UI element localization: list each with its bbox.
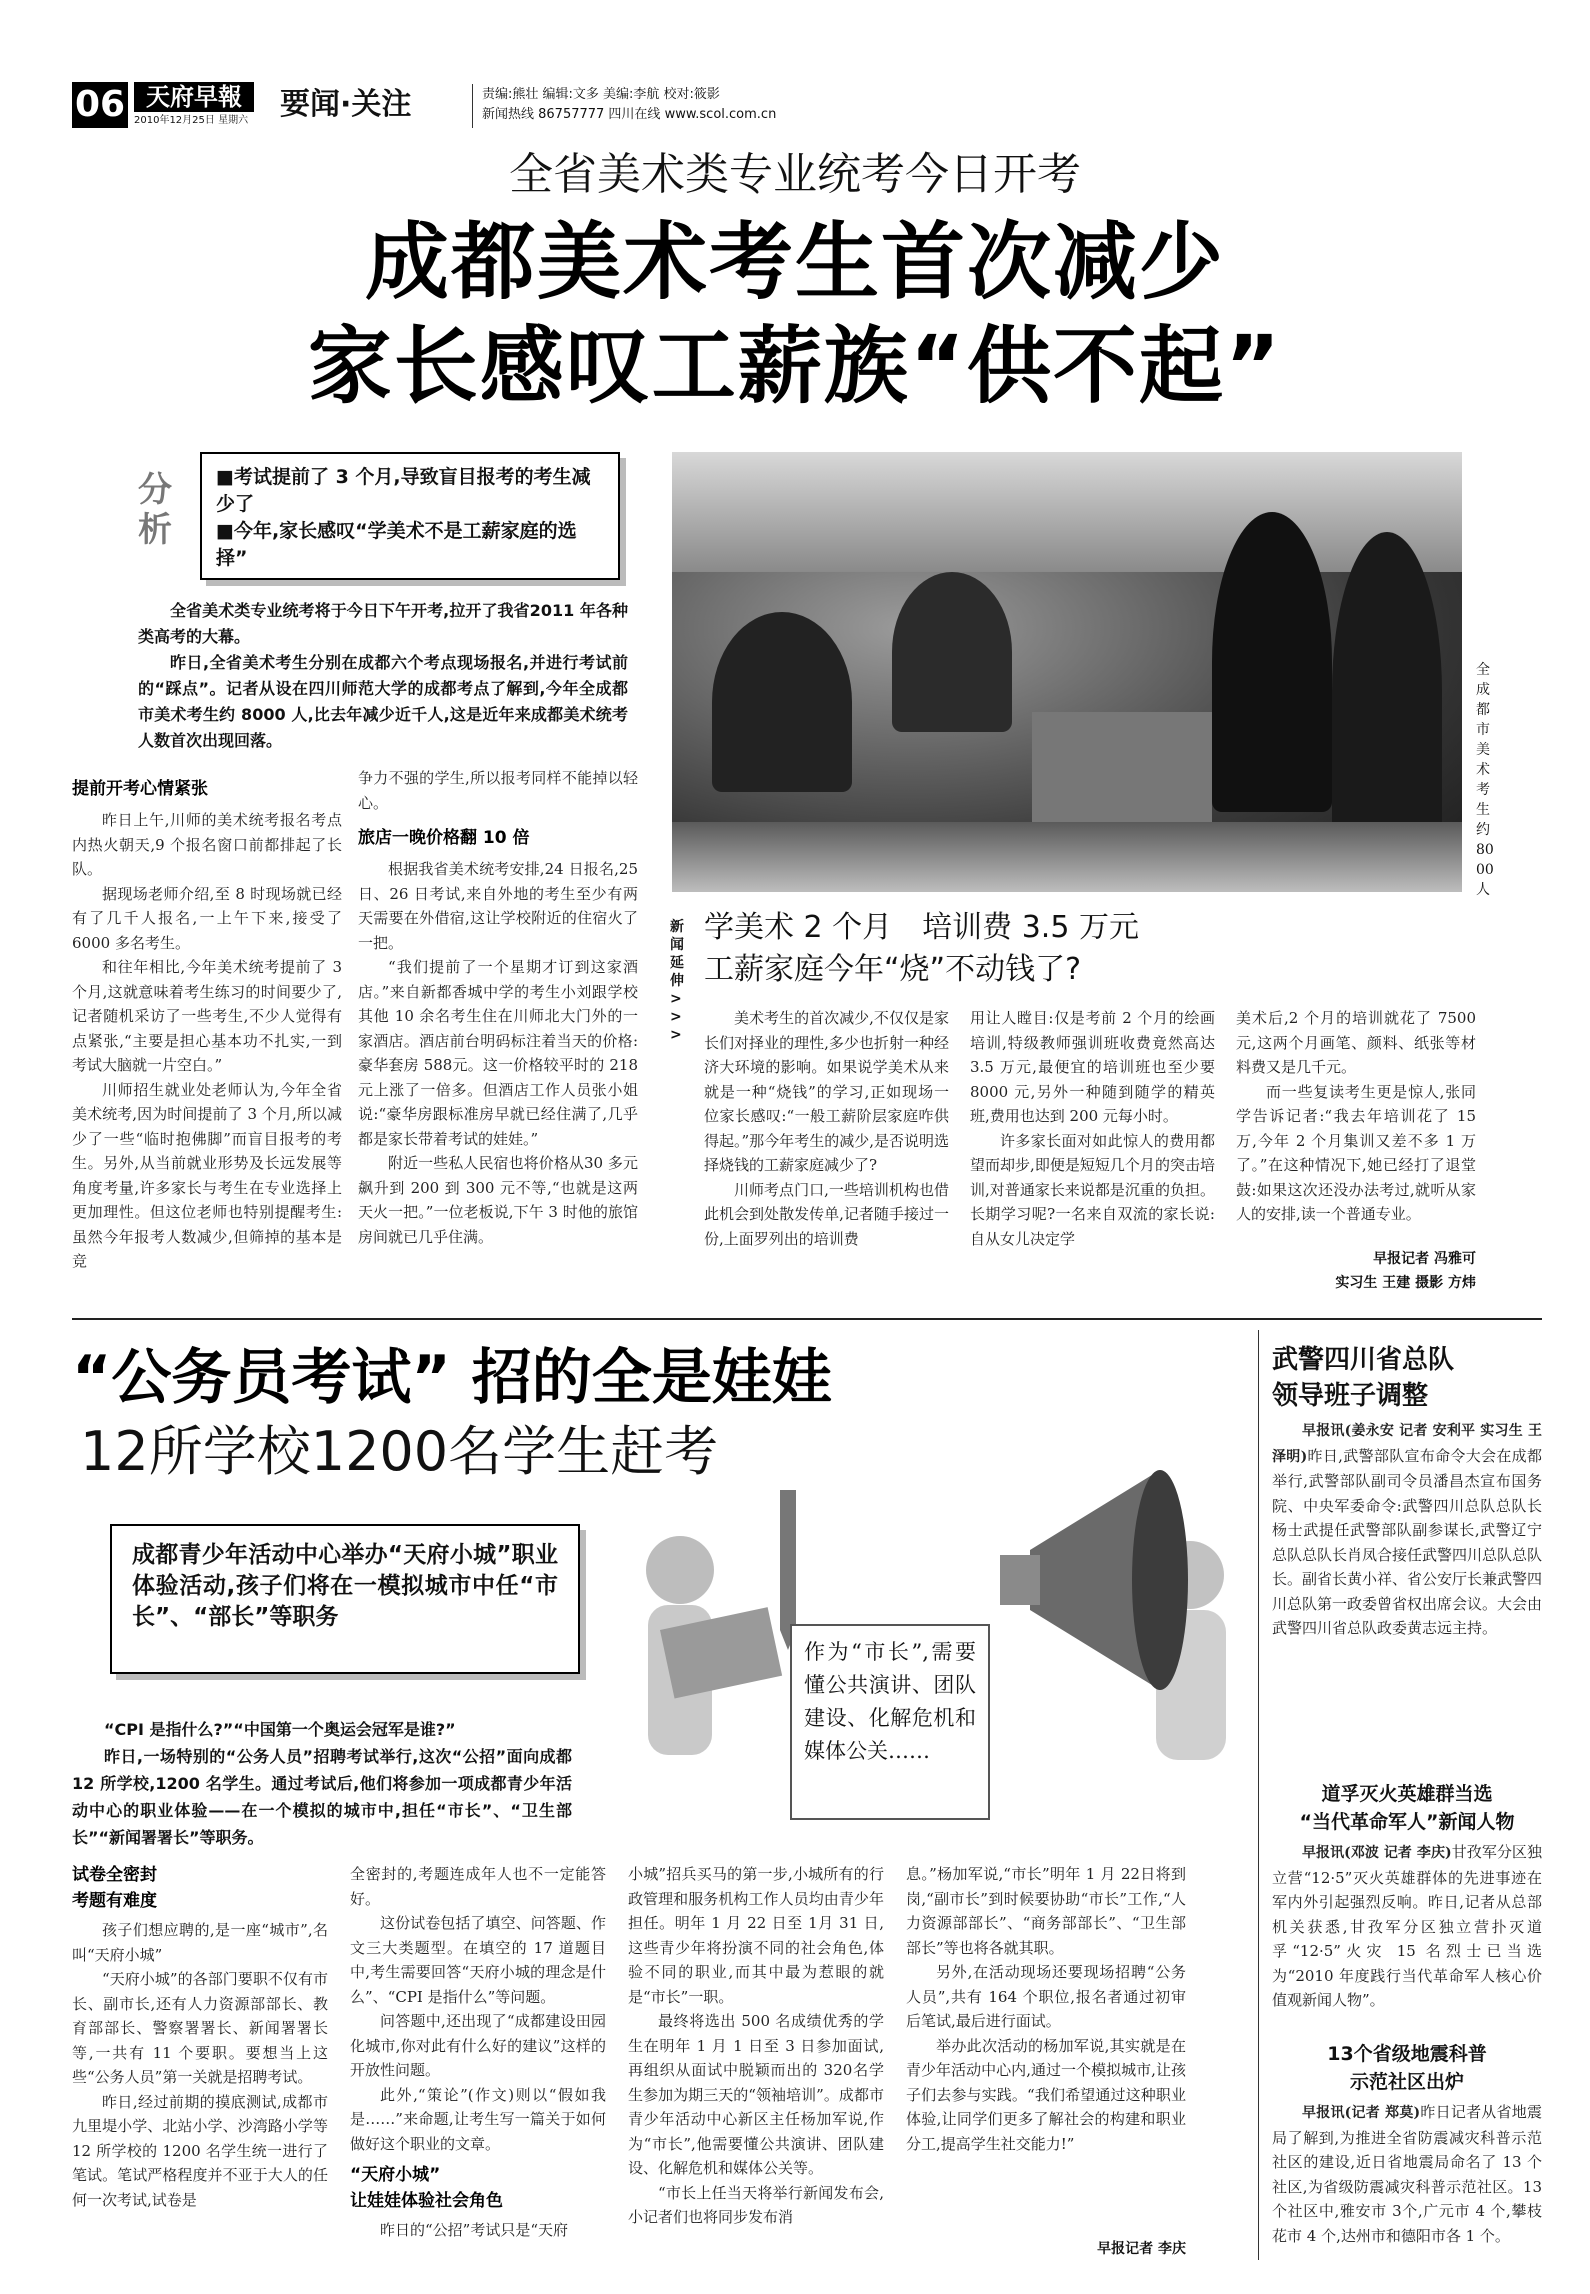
story1-subhead-2: 旅店一晚价格翻 10 倍 <box>358 828 530 848</box>
story2-subhead-1a: 试卷全密封 <box>72 1865 157 1885</box>
figure-left-icon <box>646 1536 782 1755</box>
masthead <box>72 80 1542 140</box>
story2-headline: “公务员考试” 招的全是娃娃 <box>72 1343 832 1413</box>
story2-deck: 成都青少年活动中心举办“天府小城”职业体验活动,孩子们将在一模拟城市中任“市长”、“部长”等职务 <box>110 1524 580 1674</box>
story2-c4-p2: 另外,在活动现场还要现场招聘“公务人员”,共有 164 个职位,报名者通过初审后笔试,最后进行面试。 <box>906 1963 1186 2030</box>
brief1-byline: 早报讯(姜永安 记者 安利平 实习生 王泽明) <box>1272 1423 1542 1465</box>
story2-c2-tail: 昨日的“公招”考试只是“天府 <box>380 2221 569 2239</box>
sidebar-c3-p1: 美术后,2 个月的培训就花了 7500元,这两个月画笔、颜料、纸张等材料费又是几千元。 <box>1236 1009 1476 1076</box>
brief1-title-1: 武警四川省总队 <box>1272 1345 1455 1375</box>
brief2-text: 甘孜军分区独立营“12·5”灭火英雄群体的先进事迹在军内外引起强烈反响。昨日,记者从总部机关获悉,甘孜军分区独立营扑灭道孚“12·5”火灾 15 名烈士已当选为“2010 年度践行当代革命军人核心价值观新闻人物”。 <box>1272 1843 1542 2009</box>
brief3 <box>1272 2040 1542 2270</box>
sidebar-column-2 <box>970 1006 1215 1296</box>
sidebar-title-2: 工薪家庭今年“烧”不动钱了? <box>704 952 1082 987</box>
brief1-text: 昨日,武警部队宣布命令大会在成都举行,武警部队副司令员潘昌杰宣布国务院、中央军委命令:武警四川总队总队长杨士武提任武警部队副参谋长,武警辽宁总队总队长肖凤合接任武警四川总队总队长。副省长黄小祥、省公安厅长兼武警四川总队第一政委曾省权出席会议。大会由武警四川省总队政委黄志远主持。 <box>1272 1446 1542 1637</box>
story1-byline-1: 早报记者 冯雅可 <box>1373 1251 1476 1267</box>
analysis-tag: 分析 <box>138 470 172 550</box>
story1-lead <box>138 598 628 754</box>
story1-column-1 <box>72 776 342 1306</box>
brief1-title-2: 领导班子调整 <box>1272 1381 1429 1411</box>
story2-c3-p1: 小城”招兵买马的第一步,小城所有的行政管理和服务机构工作人员均由青少年担任。明年 1 月 22 日至 1月 31 日,这些青少年将扮演不同的社会角色,体验不同的职业,而其中最为惹眼的就是“市长”一职。 <box>628 1865 884 2006</box>
story2-c2-p3: 此外,“策论”(作文)则以“假如我是……”来命题,让考生写一篇关于如何做好这个职业的文章。 <box>350 2085 606 2153</box>
brief3-title-1: 13个省级地震科普 <box>1327 2043 1487 2065</box>
story2-subhead-1b: 考题有难度 <box>72 1891 157 1911</box>
story2-c2-p1: 这份试卷包括了填空、问答题、作文三大类题型。在填空的 17 道题目中,考生需要回答“天府小城的理念是什么”、“CPI 是指什么”等问题。 <box>350 1914 606 2006</box>
story2-c1-p2: “天府小城”的各部门要职不仅有市长、副市长,还有人力资源部部长、教育部部长、警察署署长、新闻署署长等,一共有 11 个要职。要想当上这些“公务人员”第一关就是招聘考试。 <box>72 1970 328 2086</box>
story1-byline-2: 实习生 王建 摄影 方炜 <box>1335 1275 1476 1291</box>
sidebar-c1-p2: 川师考点门口,一些培训机构也借此机会到处散发传单,记者随手接过一份,上面罗列出的培训费 <box>704 1180 949 1248</box>
brief2-title-2: “当代革命军人”新闻人物 <box>1299 1811 1515 1833</box>
story2-subhead: 12所学校1200名学生赶考 <box>80 1420 719 1483</box>
paper-logo: 天府早報 <box>134 82 254 112</box>
story2-c2-top: 全密封的,考题连成年人也不一定能答好。 <box>350 1865 606 1908</box>
page-number: 06 <box>72 82 128 128</box>
story2-c1-p3: 昨日,经过前期的摸底测试,成都市九里堤小学、北站小学、沙湾路小学等 12 所学校的 1200 名学生统一进行了笔试。笔试严格程度并不亚于大人的任何一次考试,试卷是 <box>72 2092 328 2209</box>
story1-subhead-1: 提前开考心情紧张 <box>72 779 208 799</box>
story2-c3-p2: 最终将选出 500 名成绩优秀的学生在明年 1 月 1 日至 3 日参加面试,再组织从面试中脱颖而出的 320名学生参加为期三天的“领袖培训”。成都市青少年活动中心新区主任杨加军说,作为“市长”,他需要懂公共演讲、团队建设、化解危机和媒体公关等。 <box>628 2012 884 2177</box>
story1-c2-p1: 根据我省美术统考安排,24 日报名,25 日、26 日考试,来自外地的考生至少有两天需要在外借宿,这让学校附近的住宿火了一把。 <box>358 860 638 952</box>
analysis-box <box>200 452 620 580</box>
story2-c4-p1: 息。”杨加军说,“市长”明年 1 月 22日将到岗,“副市长”到时候要协助“市长”工作,“人力资源部部长”、“商务部部长”、“卫生部部长”等也将各就其职。 <box>906 1865 1186 1957</box>
brief1 <box>1272 1342 1542 1770</box>
sidebar-c1-p1: 美术考生的首次减少,不仅仅是家长们对择业的理性,多少也折射一种经济大环境的影响。如果说学美术从来就是一种“烧钱”的学习,正如现场一位家长感叹:“一般工薪阶层家庭咋供得起。”那今年考生的减少,是否说明选择烧钱的工薪家庭减少了? <box>704 1009 949 1174</box>
sidebar-column-1 <box>704 1006 949 1296</box>
megaphone-icon <box>1000 1470 1188 1690</box>
brief3-title-2: 示范社区出炉 <box>1349 2071 1464 2093</box>
sidebar-column-3 <box>1236 1006 1476 1244</box>
story2-c3-p3: “市长上任当天将举行新闻发布会,小记者们也将同步发布消 <box>628 2183 884 2226</box>
story1-c1-p1: 昨日上午,川师的美术统考报名考点内热火朝天,9 个报名窗口前都排起了长队。 <box>72 811 342 878</box>
section-divider <box>72 1318 1542 1320</box>
issue-date: 2010年12月25日 星期六 <box>134 115 249 126</box>
story2-c1-p1: 孩子们想应聘的,是一座“城市”,名叫“天府小城” <box>72 1921 328 1964</box>
hotline: 新闻热线 86757777 四川在线 www.scol.com.cn <box>482 107 777 122</box>
exam-registration-photo <box>672 452 1462 892</box>
brief2-title-1: 道孚灭火英雄群当选 <box>1321 1783 1493 1805</box>
story2-column-2 <box>350 1862 606 2260</box>
story1-c1-p4: 川师招生就业处老师认为,今年全省美术统考,因为时间提前了 3 个月,所以减少了一些“临时抱佛脚”而盲目报考的考生。另外,从当前就业形势及长远发展等角度考量,许多家长与考生在专业选择上更加理性。但这位老师也特别提醒考生:虽然今年报考人数减少,但筛掉的基本是竞 <box>72 1080 342 1270</box>
story2-lead <box>72 1716 572 1851</box>
story1-kicker: 全省美术类专业统考今日开考 <box>509 149 1081 200</box>
story2-subhead-2a: “天府小城” <box>350 2165 441 2185</box>
right-column-divider <box>1258 1330 1259 2260</box>
story1-c2-top: 争力不强的学生,所以报考同样不能掉以轻心。 <box>358 769 638 812</box>
brief2 <box>1272 1780 1542 2042</box>
story1-column-2 <box>358 766 638 1306</box>
story1-lead-p1: 全省美术类专业统考将于今日下午开考,拉开了我省2011 年各种类高考的大幕。 <box>138 601 628 646</box>
story1-c1-p3: 和往年相比,今年美术统考提前了 3 个月,这就意味着考生练习的时间要少了,记者随机采访了一些考生,不少人觉得有点紧张,“主要是担心基本功不扎实,一到考试大脑就一片空白。” <box>72 958 342 1074</box>
story2-column-4 <box>906 1862 1186 2234</box>
credits: 责编:熊壮 编辑:文多 美编:李航 校对:筱影 <box>482 87 720 102</box>
story2-byline: 早报记者 李庆 <box>1097 2241 1186 2257</box>
sidebar-tag: 新闻延伸>>> <box>670 919 684 1043</box>
brief3-byline: 早报讯(记者 郑莫) <box>1302 2105 1421 2121</box>
story1-c1-p2: 据现场老师介绍,至 8 时现场就已经有了几千人报名,一上午下来,接受了 6000 多名考生。 <box>72 884 342 952</box>
story1-headline-1: 成都美术考生首次减少 <box>364 213 1225 311</box>
sidebar-c3-p2: 而一些复读考生更是惊人,张同学告诉记者:“我去年培训花了 15 万,今年 2 个月集训又差不多 1 万了。”在这种情况下,她已经打了退堂鼓:如果这次还没办法考过,就听从家人的安排,读一个普通专业。 <box>1236 1082 1476 1223</box>
story1-headline-2: 家长感叹工薪族“供不起” <box>307 317 1283 415</box>
analysis-point-2: ■今年,家长感叹“学美术不是工薪家庭的选择” <box>216 520 577 569</box>
story2-subhead-2b: 让娃娃体验社会角色 <box>350 2191 503 2211</box>
story2-c2-p2: 问答题中,还出现了“成都建设田园化城市,你对此有什么好的建议”这样的开放性问题。 <box>350 2012 606 2079</box>
story1-lead-p2: 昨日,全省美术考生分别在成都六个考点现场报名,并进行考试前的“踩点”。记者从设在四川师范大学的成都考点了解到,今年全成都市美术考生约 8000 人,比去年减少近千人,这是近年来成都美术统考人数首次出现回落。 <box>138 653 628 750</box>
story2-lead-p2: 昨日,一场特别的“公务人员”招聘考试举行,这次“公招”面向成都 12 所学校,1200 名学生。通过考试后,他们将参加一项成都青少年活动中心的职业体验——在一个模拟的城市中,担任“市长”、“卫生部长”“新闻署署长”等职务。 <box>72 1747 572 1847</box>
sidebar-c2-p2: 许多家长面对如此惊人的费用都望而却步,即便是短短几个月的突击培训,对普通家长来说都是沉重的负担。长期学习呢?一名来自双流的家长说:自从女儿决定学 <box>970 1131 1215 1248</box>
story1-c2-p3: 附近一些私人民宿也将价格从30 多元飙升到 200 到 300 元不等,“也就是这两天火一把。”一位老板说,下午 3 时他的旅馆房间就已几乎住满。 <box>358 1154 638 1246</box>
analysis-point-1: ■考试提前了 3 个月,导致盲目报考的考生减少了 <box>216 466 591 515</box>
section-title: 要闻·关注 <box>280 87 412 122</box>
brief2-byline: 早报讯(邓波 记者 李庆) <box>1302 1845 1452 1861</box>
story1-c2-p2: “我们提前了一个星期才订到这家酒店。”来自新都香城中学的考生小刘跟学校其他 10 余名考生住在川师北大门外的一家酒店。酒店前台明码标注着当天的价格:豪华套房 588元。这一价格较平时的 218 元上涨了一倍多。但酒店工作人员张小姐说:“豪华房跟标准房早就已经住满了,几乎都是家长带着考试的娃娃。” <box>358 958 638 1148</box>
speech-bubble: 作为“市长”,需要懂公共演讲、团队建设、化解危机和媒体公关…… <box>790 1624 990 1820</box>
story2-lead-p1: “CPI 是指什么?”“中国第一个奥运会冠军是谁?” <box>104 1720 456 1739</box>
sidebar-title-1: 学美术 2 个月 培训费 3.5 万元 <box>704 910 1139 945</box>
story2-column-1 <box>72 1862 328 2260</box>
sidebar-c2-p1: 用让人瞠目:仅是考前 2 个月的绘画培训,特级教师强训班收费竟然高达 3.5 万元,最便宜的培训班也至少要 8000 元,另外一种随到随学的精英班,费用也达到 200 元每小时。 <box>970 1009 1215 1125</box>
story2-c4-p3: 举办此次活动的杨加军说,其实就是在青少年活动中心内,通过一个模拟城市,让孩子们去参与实践。“我们希望通过这种职业体验,让同学们更多了解社会的构建和职业分工,提高学生社交能力!” <box>906 2036 1186 2153</box>
photo-caption: 全成都市美术考生约8000人 <box>1476 662 1494 898</box>
story2-column-3 <box>628 1862 884 2260</box>
brief3-text: 昨日记者从省地震局了解到,为推进全省防震减灾科普示范社区的建设,近日省地震局命名了 13 个社区,为省级防震减灾科普示范社区。13 个社区中,雅安市 3个,广元市 4 个,攀枝花市 4 个,达州市和德阳市各 1 个。 <box>1272 2103 1542 2245</box>
